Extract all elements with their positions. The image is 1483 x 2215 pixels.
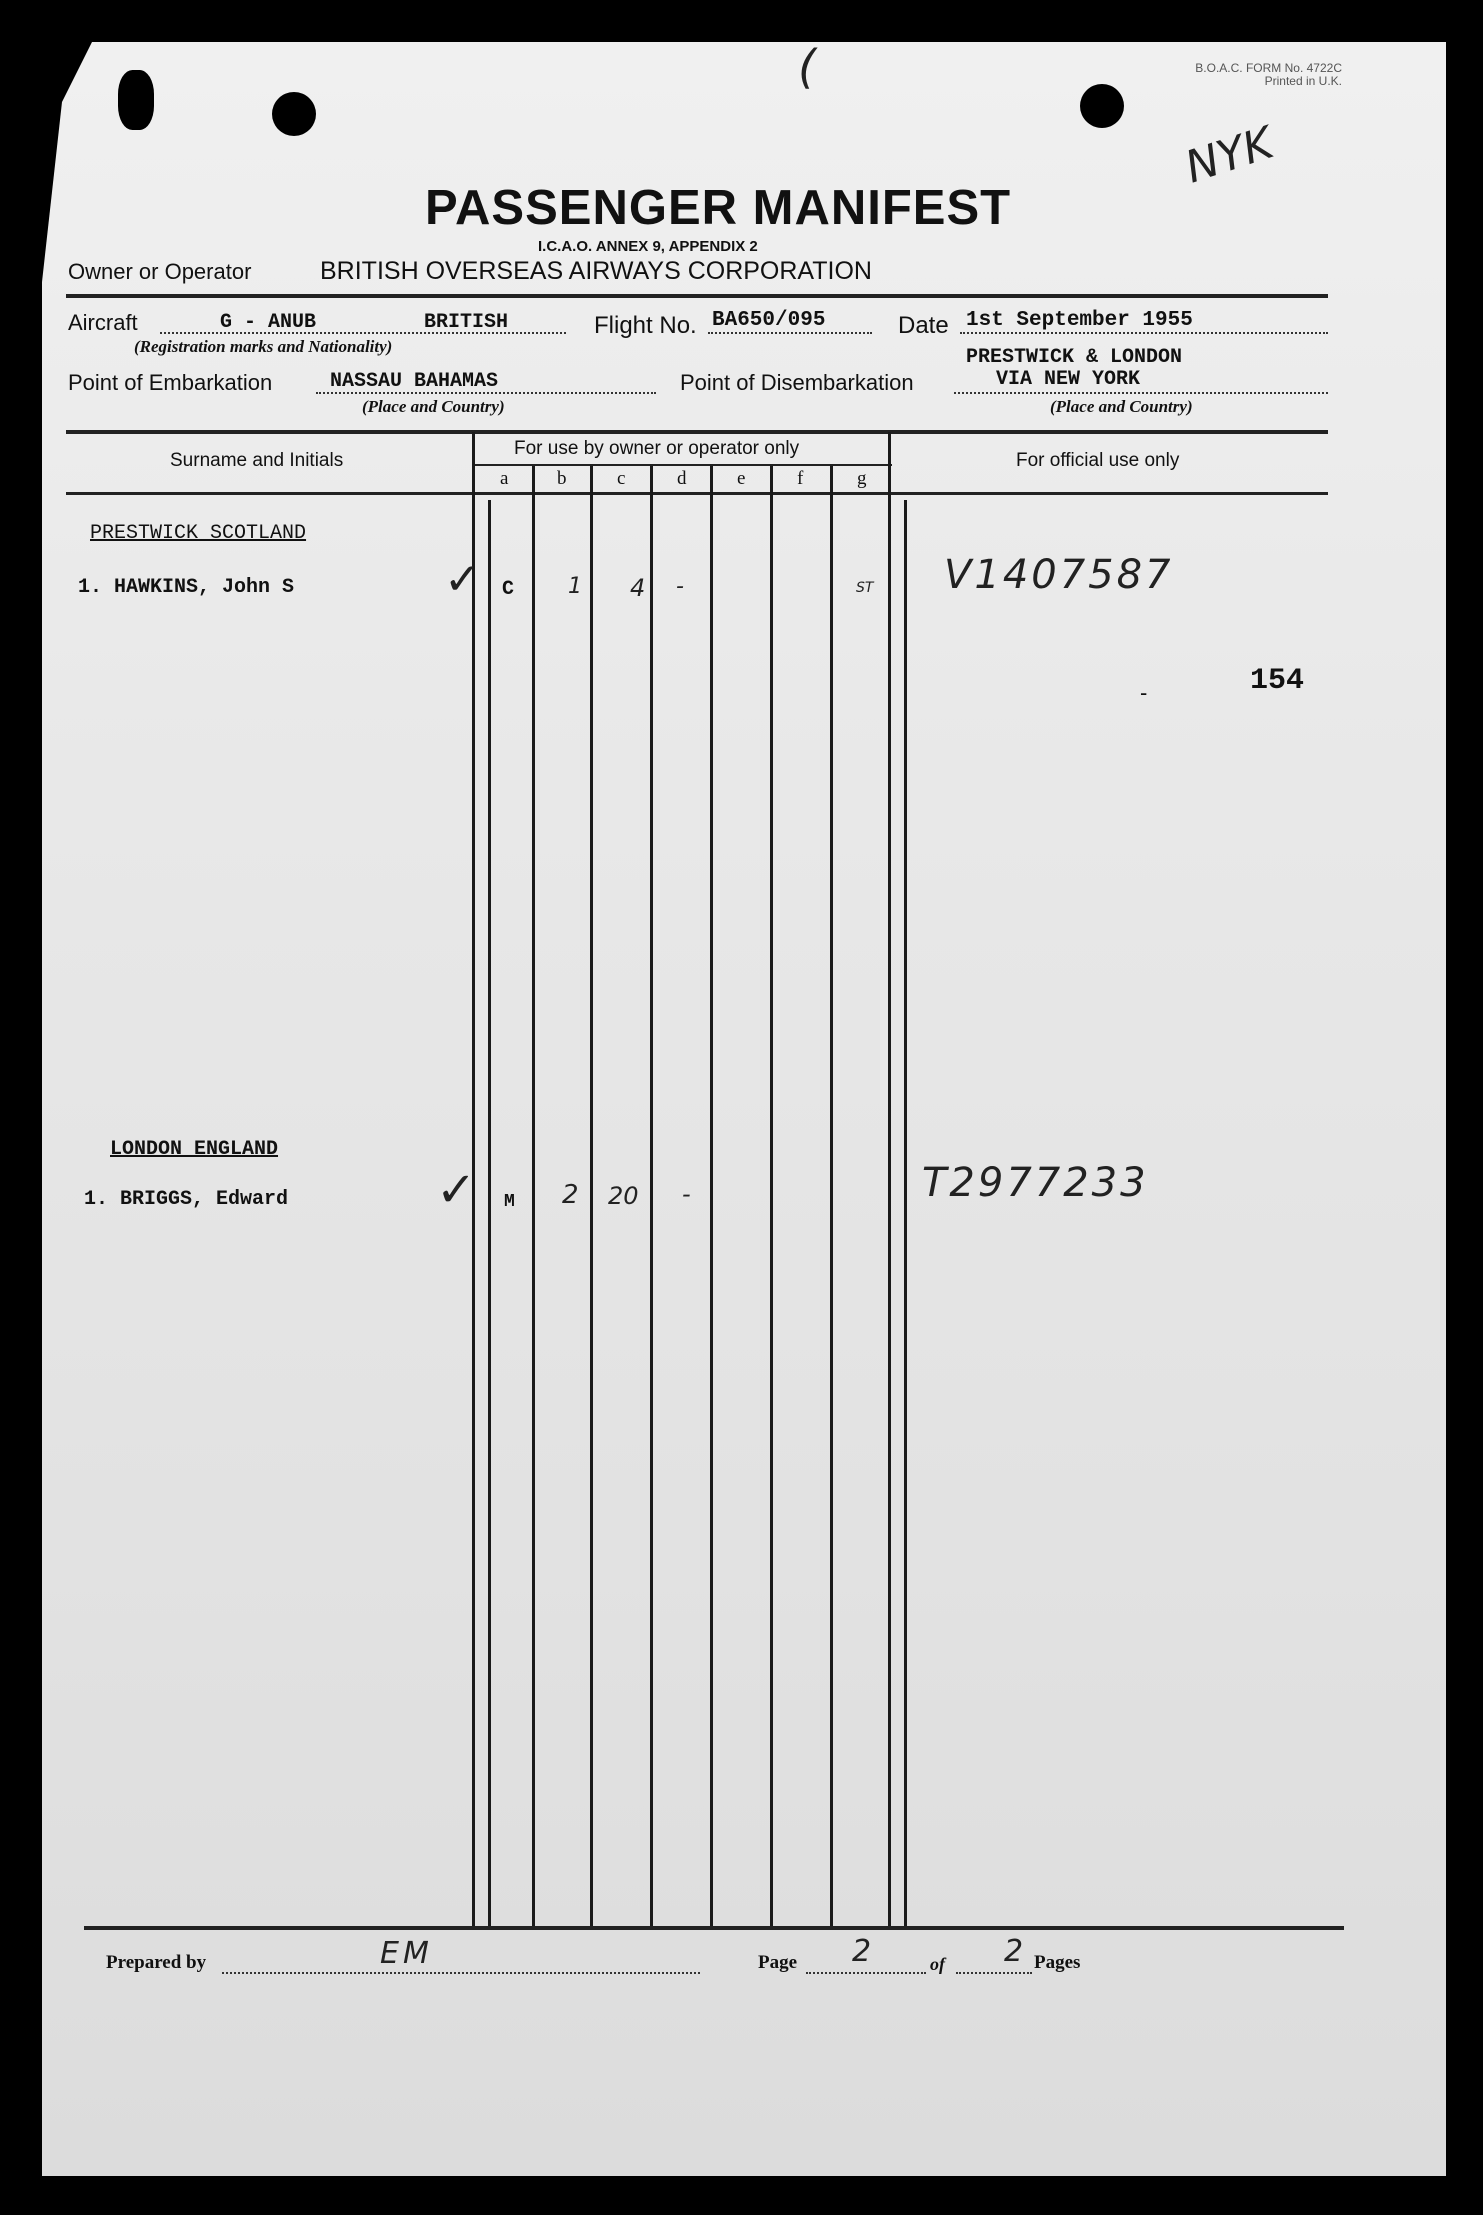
punch-hole-corner — [118, 70, 154, 130]
date-underline — [960, 332, 1328, 334]
col-line-7 — [830, 466, 833, 1928]
tick-briggs: ✓ — [436, 1162, 477, 1218]
cell-a-hawkins: C — [502, 578, 515, 601]
flight-label: Flight No. — [594, 312, 697, 339]
owner-value: BRITISH OVERSEAS AIRWAYS CORPORATION — [320, 257, 872, 285]
subcol-c: c — [617, 468, 626, 489]
passenger-row-hawkins: 1. HAWKINS, John S — [78, 576, 295, 599]
subcol-d: d — [677, 468, 687, 489]
pages-underline — [956, 1972, 1032, 1974]
col-operator-header: For use by owner or operator only — [514, 438, 800, 459]
cell-c-briggs: 20 — [608, 1182, 639, 1210]
cell-d-hawkins: - — [676, 574, 684, 599]
prepared-by-value: EM — [380, 1936, 433, 1971]
col-line-1 — [488, 500, 491, 1928]
date-label: Date — [898, 312, 949, 339]
aircraft-nationality: BRITISH — [424, 311, 509, 334]
corner-note: NYK — [1179, 117, 1280, 194]
cell-c-hawkins: 4 — [630, 574, 646, 602]
cell-d-briggs: - — [682, 1180, 691, 1208]
pages-label: Pages — [1034, 1952, 1081, 1973]
subcol-b: b — [557, 468, 567, 489]
col-official-header: For official use only — [1016, 450, 1180, 471]
official-briggs: T2977233 — [922, 1160, 1149, 1206]
official-hawkins: V1407587 — [944, 552, 1174, 598]
col-name-header: Surname and Initials — [170, 450, 344, 471]
side-dash: - — [1140, 680, 1148, 705]
owner-label: Owner or Operator — [68, 259, 252, 284]
disembarkation-underline — [954, 392, 1328, 394]
header-divider — [66, 294, 1328, 298]
col-line-5 — [710, 466, 713, 1928]
embarkation-label: Point of Embarkation — [68, 370, 273, 395]
section-heading-london: LONDON ENGLAND — [110, 1138, 279, 1161]
passenger-row-briggs: 1. BRIGGS, Edward — [84, 1188, 289, 1211]
disembarkation-note: (Place and Country) — [1050, 397, 1193, 416]
page-underline — [806, 1972, 926, 1974]
form-reference — [1142, 62, 1342, 88]
col-line-3 — [590, 466, 593, 1928]
of-label: of — [930, 1954, 945, 1974]
prepared-by-label: Prepared by — [106, 1952, 207, 1973]
aircraft-note: (Registration marks and Nationality) — [134, 337, 393, 356]
embarkation-value: NASSAU BAHAMAS — [330, 370, 499, 393]
embarkation-note: (Place and Country) — [362, 397, 505, 416]
flight-underline — [708, 332, 872, 334]
operator-header-divider — [472, 464, 892, 466]
page-label: Page — [758, 1952, 798, 1973]
punch-hole-right — [1080, 84, 1124, 128]
col-line-9 — [904, 500, 907, 1928]
punch-hole-left — [272, 92, 316, 136]
subcol-e: e — [737, 468, 746, 489]
pages-value: 2 — [1004, 1934, 1024, 1969]
col-line-4 — [650, 466, 653, 1928]
col-line-8 — [888, 432, 891, 1928]
table-header-bottom-line — [66, 492, 1328, 495]
top-mark: ( — [798, 40, 816, 94]
form-ref-line1: B.O.A.C. FORM No. 4722C — [1195, 61, 1342, 75]
prepared-by-underline — [222, 1972, 700, 1974]
page-subtitle: I.C.A.O. ANNEX 9, APPENDIX 2 — [538, 238, 758, 255]
flight-number: BA650/095 — [712, 309, 826, 332]
page-title: PASSENGER MANIFEST — [425, 181, 1012, 235]
form-ref-line2: Printed in U.K. — [1264, 74, 1342, 88]
aircraft-label: Aircraft — [68, 310, 138, 335]
cell-g-hawkins: ST — [856, 580, 874, 596]
disembarkation-value-2: VIA NEW YORK — [996, 368, 1141, 391]
aircraft-registration: G - ANUB — [220, 311, 317, 334]
cell-a-briggs: M — [504, 1192, 515, 1212]
side-number: 154 — [1250, 664, 1305, 698]
col-line-6 — [770, 466, 773, 1928]
section-heading-prestwick: PRESTWICK SCOTLAND — [90, 522, 307, 545]
page-value: 2 — [852, 1934, 872, 1969]
date-value: 1st September 1955 — [966, 309, 1193, 332]
disembarkation-label: Point of Disembarkation — [680, 370, 914, 395]
cell-b-hawkins: 1 — [568, 574, 582, 599]
subcol-a: a — [500, 468, 509, 489]
subcol-g: g — [857, 468, 867, 489]
subcol-f: f — [797, 468, 804, 489]
tick-hawkins: ✓ — [444, 554, 481, 605]
footer-top-line — [84, 1926, 1344, 1930]
table-top-line — [66, 430, 1328, 434]
disembarkation-value-1: PRESTWICK & LONDON — [966, 346, 1183, 369]
manifest-sheet — [42, 42, 1446, 2176]
cell-b-briggs: 2 — [562, 1180, 579, 1210]
col-line-2 — [532, 466, 535, 1928]
